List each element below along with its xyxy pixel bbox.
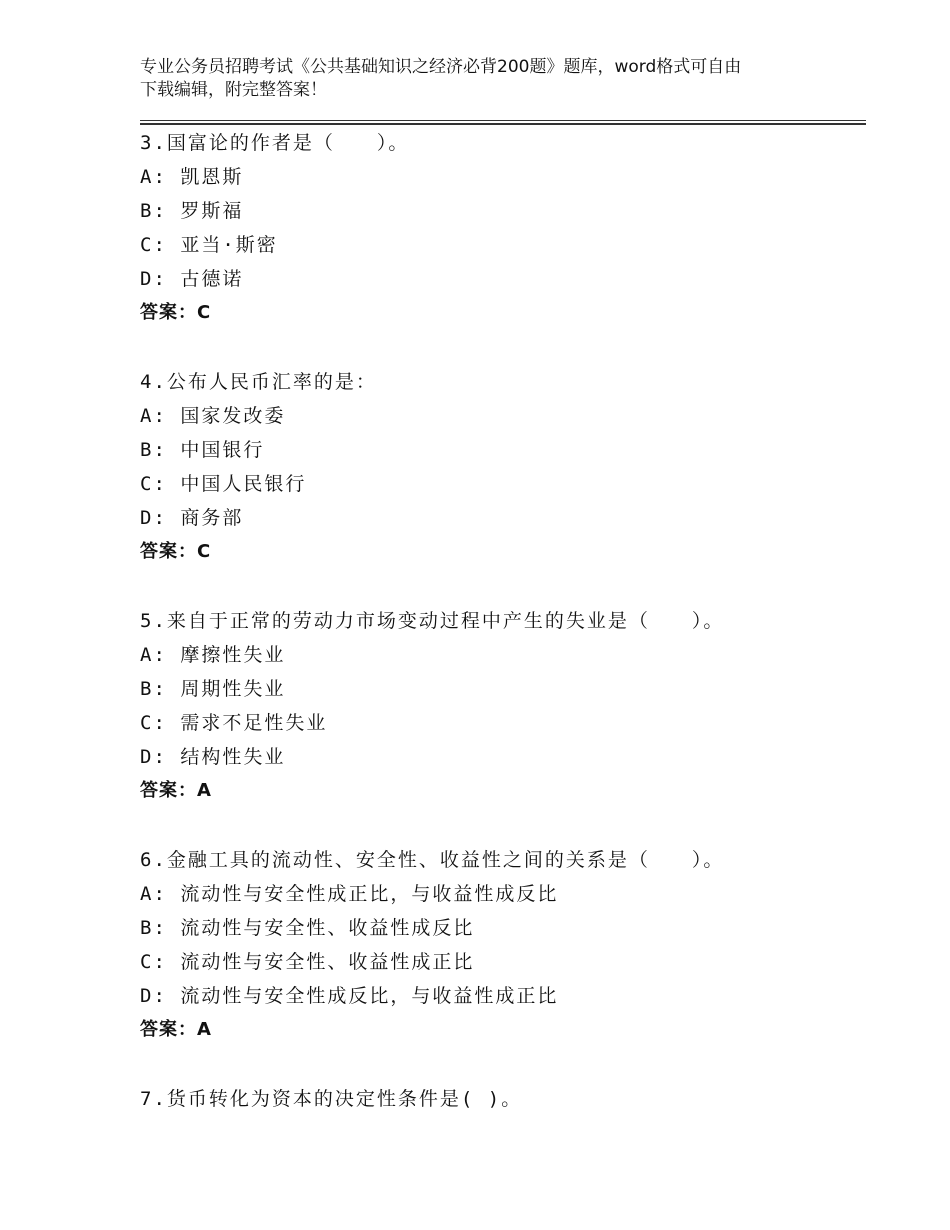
question-7 [140, 1082, 866, 1116]
answer-line: 答案：A [140, 780, 212, 801]
option-c: C: 中国人民银行 [140, 473, 307, 495]
option-a: A: 凯恩斯 [140, 166, 244, 188]
header-rule-thick [140, 123, 866, 125]
header-rule-thin [140, 120, 866, 121]
question-6 [140, 843, 866, 1047]
option-b: B: 罗斯福 [140, 200, 244, 222]
option-a: A: 流动性与安全性成正比，与收益性成反比 [140, 883, 559, 905]
option-d: D: 结构性失业 [140, 746, 286, 768]
option-a: A: 国家发改委 [140, 405, 286, 427]
option-b: B: 流动性与安全性、收益性成反比 [140, 917, 475, 939]
question-3 [140, 126, 866, 330]
option-d: D: 商务部 [140, 507, 244, 529]
answer-line: 答案：C [140, 302, 212, 323]
option-a: A: 摩擦性失业 [140, 644, 286, 666]
option-c: C: 需求不足性失业 [140, 712, 328, 734]
option-b: B: 周期性失业 [140, 678, 286, 700]
answer-line: 答案：A [140, 1019, 212, 1040]
question-list [140, 126, 866, 1116]
question-stem: 7.货币转化为资本的决定性条件是( )。 [140, 1088, 523, 1110]
question-4 [140, 365, 866, 569]
answer-line: 答案：C [140, 541, 212, 562]
option-c: C: 流动性与安全性、收益性成正比 [140, 951, 475, 973]
question-spacer [140, 330, 866, 365]
question-spacer [140, 569, 866, 604]
header-line-1: 专业公务员招聘考试《公共基础知识之经济必背200题》题库，word格式可自由 [140, 57, 742, 77]
question-stem: 6.金融工具的流动性、安全性、收益性之间的关系是（ ）。 [140, 849, 725, 871]
question-stem: 3.国富论的作者是（ ）。 [140, 132, 410, 154]
question-stem: 5.来自于正常的劳动力市场变动过程中产生的失业是（ ）。 [140, 610, 725, 632]
option-d: D: 流动性与安全性成反比，与收益性成正比 [140, 985, 559, 1007]
question-spacer [140, 808, 866, 843]
question-stem: 4.公布人民币汇率的是： [140, 371, 377, 393]
option-d: D: 古德诺 [140, 268, 244, 290]
option-b: B: 中国银行 [140, 439, 265, 461]
document-header [140, 56, 820, 102]
question-spacer [140, 1047, 866, 1082]
option-c: C: 亚当·斯密 [140, 234, 278, 256]
question-5 [140, 604, 866, 808]
header-line-2: 下载编辑，附完整答案！ [140, 80, 327, 100]
